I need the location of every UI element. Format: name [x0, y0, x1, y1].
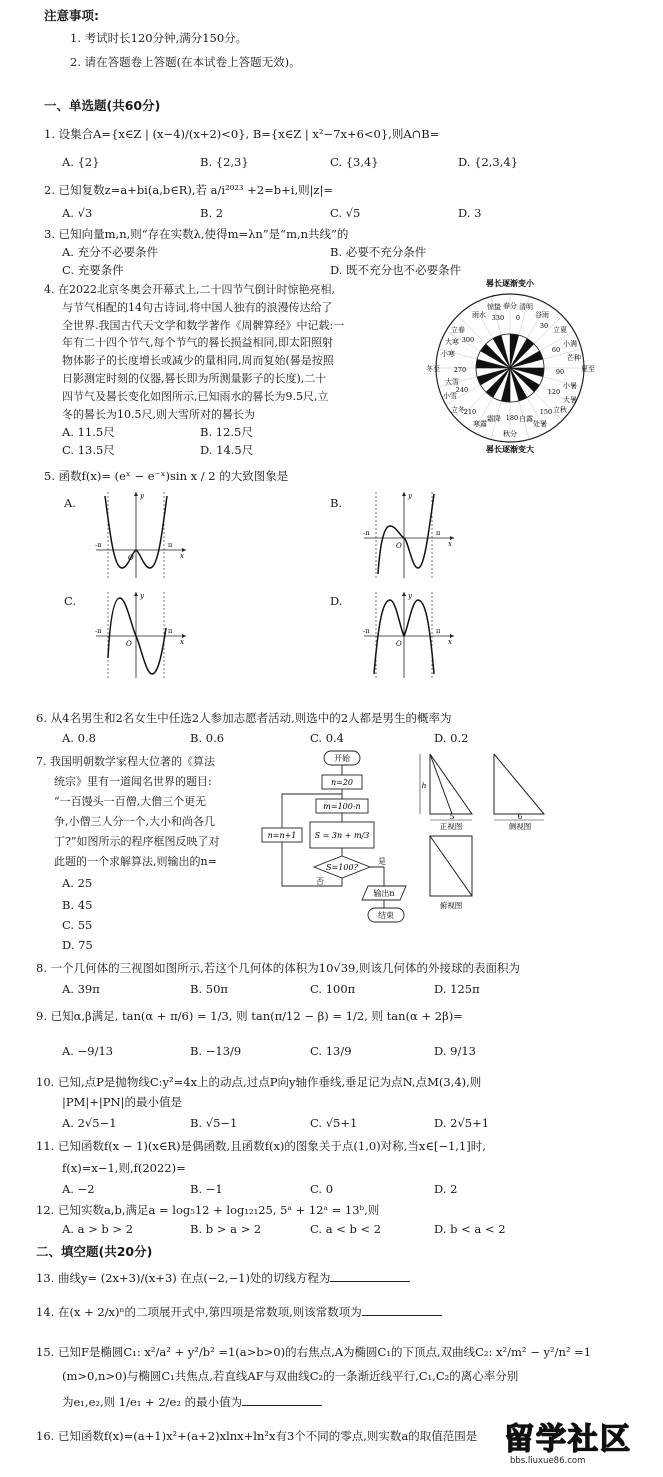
q15-line-3 — [62, 1394, 322, 1410]
watermark-logo: 留学社区 — [504, 1422, 632, 1457]
q2-option-a: A. √3 — [62, 206, 93, 220]
q4-text — [44, 281, 344, 423]
num-0: 0 — [515, 314, 521, 322]
watermark-url: bbs.liuxue86.com — [510, 1456, 586, 1466]
q9-option-a: A. −9/13 — [62, 1044, 114, 1058]
graph-b-pi: π — [436, 529, 441, 537]
q8-text: 8. 一个几何体的三视图如图所示,若这个几何体的体积为10√39,则该几何体的外接球的表面积为 — [36, 961, 521, 975]
q15-answer-blank[interactable] — [242, 1395, 322, 1406]
flow-output: 输出n — [373, 889, 395, 898]
graph-a-origin: O — [128, 554, 134, 562]
label-xiaohan: 小寒 — [441, 350, 455, 358]
q14-text — [36, 1304, 442, 1320]
q1-option-c: C. {3,4} — [330, 155, 379, 169]
q12-option-d: D. b < a < 2 — [434, 1222, 506, 1236]
q5-option-d: D. — [330, 594, 343, 608]
side-view-label: 侧视图 — [508, 822, 532, 831]
q7-option-d: D. 75 — [62, 938, 93, 952]
graph-b — [362, 488, 458, 580]
label-xiaoxue: 小雪 — [443, 392, 457, 400]
num-120: 120 — [547, 388, 561, 396]
flow-m: m=100-n — [323, 802, 361, 811]
q3-option-d: D. 既不充分也不必要条件 — [330, 263, 462, 277]
flow-s: S = 3n + m/3 — [314, 831, 370, 840]
num-240: 240 — [455, 386, 469, 394]
num-180: 180 — [505, 414, 519, 422]
q6-text: 6. 从4名男生和2名女生中任选2人参加志愿者活动,则选中的2人都是男生的概率为 — [36, 711, 452, 725]
section1-title: 一、单选题(共60分) — [44, 98, 161, 113]
graph-d-origin: O — [396, 640, 402, 648]
solar-terms-diagram — [422, 276, 598, 454]
graph-c-origin: O — [126, 640, 132, 648]
graph-b-y-label: y — [408, 492, 412, 500]
q15-line-2: (m>0,n>0)与椭圆C₁共焦点,若直线AF与双曲线C₂的一条渐近线平行,C₁,C₂的离心率分别 — [62, 1369, 519, 1383]
label-lixia: 立夏 — [553, 326, 567, 334]
label-dongzhi: 冬至 — [426, 365, 440, 373]
q7-line: 统宗》里有一道闻名世界的题目: — [54, 775, 212, 788]
notice-item-1: 1. 考试时长120分钟,满分150分。 — [70, 31, 248, 45]
label-qingming: 清明 — [519, 303, 533, 311]
watermark — [504, 1414, 654, 1466]
num-60: 60 — [551, 346, 561, 354]
q10-option-c: C. √5+1 — [310, 1116, 358, 1130]
q11-option-b: B. −1 — [190, 1182, 223, 1196]
q4-option-b: B. 12.5尺 — [200, 425, 253, 439]
label-guyu: 谷雨 — [535, 311, 549, 319]
view-width-5: 5 — [449, 812, 455, 821]
flowchart — [258, 748, 418, 930]
diagram-bottom-label: 晷长逐渐变大 — [486, 444, 534, 454]
graph-c-neg-pi: -π — [95, 627, 102, 635]
q2-option-b: B. 2 — [200, 206, 224, 220]
q3-text: 3. 已知向量m,n,则“存在实数λ,使得m=λn”是“m,n共线”的 — [44, 227, 349, 241]
q4-option-a: A. 11.5尺 — [62, 425, 115, 439]
q11-option-a: A. −2 — [62, 1182, 95, 1196]
q7-option-b: B. 45 — [62, 898, 93, 912]
q1-option-b: B. {2,3} — [200, 155, 249, 169]
q4-line: 冬的晷长为10.5尺,则大雪所对的晷长为 — [62, 407, 255, 421]
view-h-label: h — [421, 781, 427, 790]
graph-c-x-label: x — [180, 638, 184, 646]
q3-option-c: C. 充要条件 — [62, 263, 124, 277]
q7-line: “一百馒头一百僧,大僧三个更无 — [54, 795, 207, 808]
q8-option-d: D. 125π — [434, 982, 480, 996]
q15-line-3-span: 为e₁,e₂,则 1/e₁ + 2/e₂ 的最小值为 — [62, 1395, 243, 1409]
graph-d-pi: π — [436, 627, 441, 635]
graph-a — [94, 488, 190, 580]
num-150: 150 — [539, 408, 553, 416]
q9-option-d: D. 9/13 — [434, 1044, 476, 1058]
flow-init: n=20 — [330, 778, 354, 787]
q4-option-d: D. 14.5尺 — [200, 443, 254, 457]
q7-line: 丁?”如图所示的程序框图反映了对 — [54, 835, 220, 848]
q12-option-c: C. a < b < 2 — [310, 1222, 382, 1236]
q11-option-c: C. 0 — [310, 1182, 334, 1196]
num-30: 30 — [539, 322, 549, 330]
label-hanlu: 寒露 — [473, 420, 487, 428]
three-views — [416, 750, 556, 920]
q4-option-c: C. 13.5尺 — [62, 443, 115, 457]
view-width-6: 6 — [517, 812, 523, 821]
front-view-label: 正视图 — [439, 822, 463, 831]
graph-c — [94, 588, 190, 680]
flow-no: 否 — [316, 877, 324, 886]
q6-option-c: C. 0.4 — [310, 731, 344, 745]
label-lidong: 立冬 — [451, 406, 465, 414]
notice-title: 注意事项: — [44, 8, 99, 23]
section2-title: 二、填空题(共20分) — [36, 1244, 153, 1259]
q14-text-span: 14. 在(x + 2/x)ⁿ的二项展开式中,第四项是常数项,则该常数项为 — [36, 1305, 362, 1319]
q7-line: 争,小僧三人分一个,大小和尚各几 — [54, 815, 215, 828]
label-liqiu: 立秋 — [553, 406, 567, 414]
q7-line: 7. 我国明朝数学家程大位著的《算法 — [36, 755, 215, 768]
q5-option-c: C. — [64, 594, 77, 608]
label-daxue: 大雪 — [445, 378, 459, 386]
q9-option-c: C. 13/9 — [310, 1044, 352, 1058]
q8-option-a: A. 39π — [62, 982, 100, 996]
q4-line: 物体影子的长度增长或减少的量相同,周而复始(晷是按照 — [62, 354, 334, 368]
graph-a-pi: π — [168, 541, 173, 549]
q5-text: 5. 函数f(x)= (eˣ − e⁻ˣ)sin x / 2 的大致图象是 — [44, 469, 289, 483]
q9-option-b: B. −13/9 — [190, 1044, 242, 1058]
q1-option-d: D. {2,3,4} — [458, 155, 519, 169]
flow-start: 开始 — [334, 754, 350, 763]
top-view-label: 俯视图 — [439, 901, 463, 910]
q4-line: 与节气相配的14句古诗词,将中国人独有的浪漫传达给了 — [62, 300, 333, 314]
label-dahan: 大寒 — [445, 338, 459, 346]
label-xiaoshu: 小暑 — [563, 382, 577, 390]
flow-cond: S=100? — [326, 863, 358, 872]
q10-option-a: A. 2√5−1 — [62, 1116, 117, 1130]
q10-option-b: B. √5−1 — [190, 1116, 238, 1130]
q14-answer-blank[interactable] — [362, 1305, 442, 1316]
graph-a-x-label: x — [180, 552, 184, 560]
num-330: 330 — [491, 314, 505, 322]
graph-d-x-label: x — [448, 638, 452, 646]
q6-option-b: B. 0.6 — [190, 731, 225, 745]
graph-a-y-label: y — [140, 492, 144, 500]
flow-end: 结束 — [378, 911, 394, 920]
graph-b-origin: O — [396, 542, 402, 550]
q13-text-span: 13. 曲线y= (2x+3)/(x+3) 在点(−2,−1)处的切线方程为 — [36, 1271, 331, 1285]
label-jingzhe: 惊蛰 — [487, 303, 501, 311]
q2-option-c: C. √5 — [330, 206, 361, 220]
q13-answer-blank[interactable] — [330, 1271, 410, 1282]
q6-option-d: D. 0.2 — [434, 731, 469, 745]
q3-option-b: B. 必要不充分条件 — [330, 245, 427, 259]
q7-option-c: C. 55 — [62, 918, 93, 932]
flow-yes: 是 — [378, 857, 386, 866]
notice-item-2: 2. 请在答题卷上答题(在本试卷上答题无效)。 — [70, 55, 301, 69]
diagram-top-label: 晷长逐渐变小 — [486, 278, 534, 288]
q10-line-2: |PM|+|PN|的最小值是 — [62, 1095, 182, 1109]
q4-line: 日影测定时刻的仪器,晷长即为所测量影子的长度),二十 — [62, 371, 327, 385]
flow-inc: n=n+1 — [267, 831, 297, 840]
num-270: 270 — [453, 366, 467, 374]
q12-option-a: A. a > b > 2 — [62, 1222, 134, 1236]
q8-option-c: C. 100π — [310, 982, 356, 996]
q13-text — [36, 1270, 410, 1286]
q4-line: 全世界.我国古代天文学和数学著作《周髀算经》中记载:一 — [62, 318, 345, 332]
graph-b-neg-pi: -π — [363, 529, 370, 537]
q11-line-1: 11. 已知函数f(x − 1)(x∈R)是偶函数,且函数f(x)的图象关于点(1,0)对称,当x∈[−1,1]时, — [36, 1139, 486, 1153]
q7-text — [36, 752, 220, 872]
num-300: 300 — [461, 336, 475, 344]
graph-d-neg-pi: -π — [363, 627, 370, 635]
label-dashu: 大暑 — [563, 396, 577, 404]
q10-line-1: 10. 已知,点P是抛物线C:y²=4x上的动点,过点P向y轴作垂线,垂足记为点N,点M(3,4),则 — [36, 1075, 482, 1089]
label-lichun: 立春 — [451, 326, 465, 334]
q7-option-a: A. 25 — [62, 876, 93, 890]
q4-line: 4. 在2022北京冬奥会开幕式上,二十四节气倒计时惊艳亮相, — [44, 283, 335, 296]
label-shuangjiang: 霜降 — [487, 415, 501, 423]
label-xiazhi: 夏至 — [581, 365, 595, 373]
num-90: 90 — [555, 368, 565, 376]
graph-d — [362, 588, 458, 680]
graph-c-y-label: y — [140, 592, 144, 600]
q5-option-b: B. — [330, 496, 343, 510]
label-chunfen: 春分 — [503, 302, 517, 310]
q5-option-a: A. — [64, 496, 76, 510]
label-bailu: 白露 — [519, 415, 533, 423]
q2-option-d: D. 3 — [458, 206, 482, 220]
num-210: 210 — [463, 408, 477, 416]
label-mangzhong: 芒种 — [567, 354, 581, 362]
graph-a-neg-pi: -π — [95, 541, 102, 549]
label-xiaoman: 小满 — [563, 340, 577, 348]
q12-text: 12. 已知实数a,b,满足a = log₅12 + log₁₂₁25, 5ᵃ + 12ᵃ = 13ᵇ,则 — [36, 1203, 380, 1217]
q7-line: 此题的一个求解算法,则输出的n= — [54, 855, 217, 868]
q6-option-a: A. 0.8 — [62, 731, 96, 745]
q2-text: 2. 已知复数z=a+bi(a,b∈R),若 a/i²⁰²³ +2=b+i,则|z|= — [44, 183, 334, 197]
q8-option-b: B. 50π — [190, 982, 228, 996]
q12-option-b: B. b > a > 2 — [190, 1222, 262, 1236]
q15-line-1: 15. 已知F是椭圆C₁: x²/a² + y²/b² =1(a>b>0)的右焦点,A为椭圆C₁的下顶点,双曲线C₂: x²/m² − y²/n² =1 — [36, 1345, 592, 1359]
label-chushu: 处暑 — [533, 420, 547, 428]
label-qiufen: 秋分 — [503, 430, 517, 438]
graph-b-x-label: x — [448, 540, 452, 548]
q4-line: 年有二十四个节气,每个节气的晷长损益相同,即太阳照射 — [62, 336, 333, 350]
q3-option-a: A. 充分不必要条件 — [62, 245, 159, 259]
q1-option-a: A. {2} — [62, 155, 100, 169]
graph-c-pi: π — [168, 627, 173, 635]
label-yushui: 雨水 — [472, 311, 486, 319]
q11-option-d: D. 2 — [434, 1182, 458, 1196]
q9-text: 9. 已知α,β满足, tan(α + π/6) = 1/3, 则 tan(π/12 − β) = 1/2, 则 tan(α + 2β)= — [36, 1009, 463, 1023]
q11-line-2: f(x)=x−1,则,f(2022)= — [62, 1161, 186, 1175]
graph-d-y-label: y — [408, 592, 412, 600]
q1-text: 1. 设集合A={x∈Z | (x−4)/(x+2)<0}, B={x∈Z | x²−7x+6<0},则A∩B= — [44, 127, 440, 141]
q4-line: 四节气及晷长变化如图所示,已知雨水的晷长为9.5尺,立 — [62, 389, 329, 403]
q10-option-d: D. 2√5+1 — [434, 1116, 490, 1130]
q16-text: 16. 已知函数f(x)=(a+1)x²+(a+2)xlnx+ln²x有3个不同的零点,则实数a的取值范围是 — [36, 1429, 478, 1443]
